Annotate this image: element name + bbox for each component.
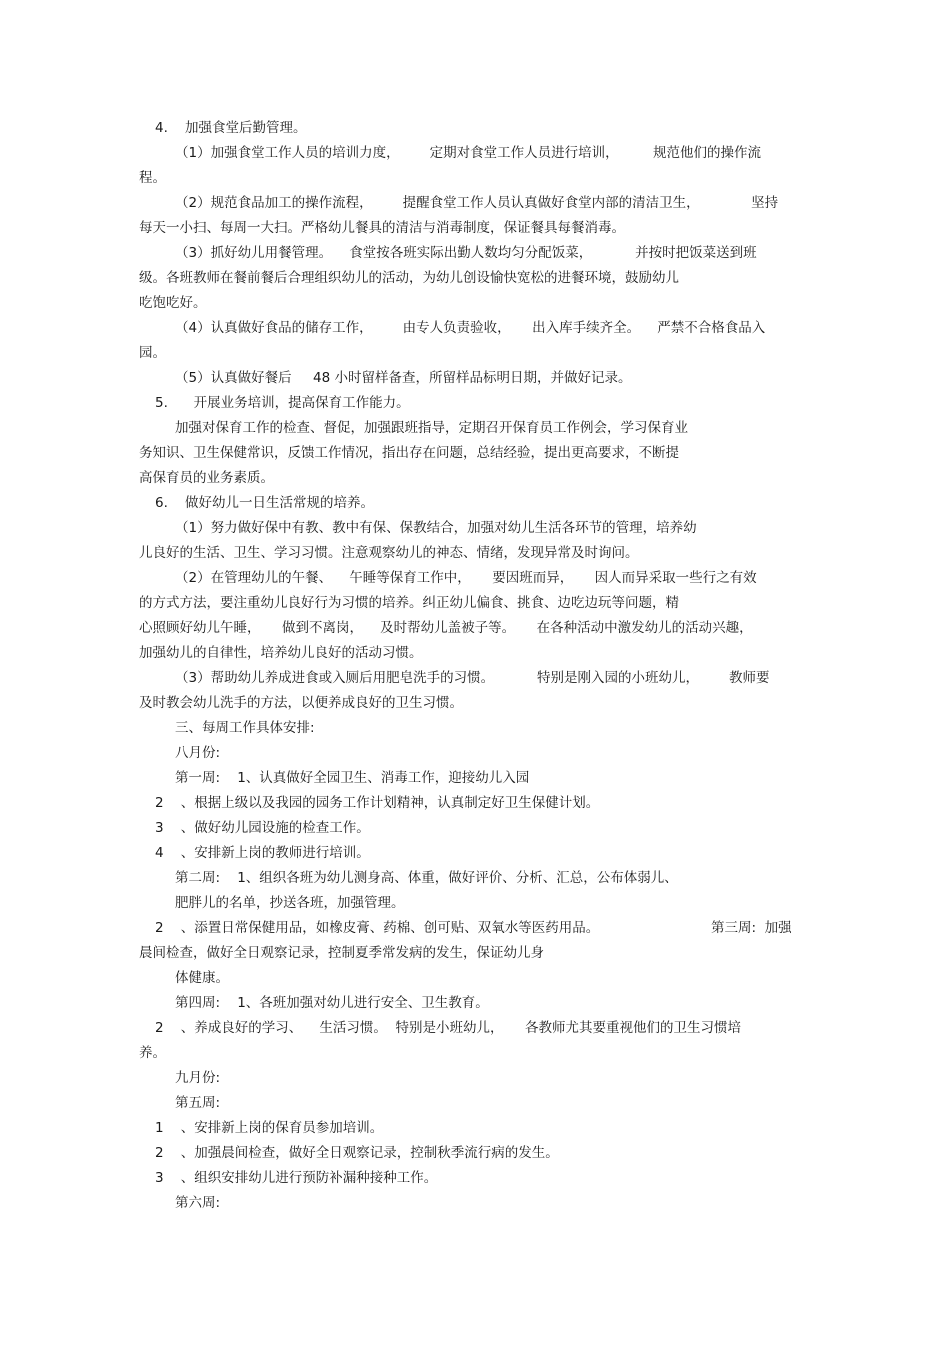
paragraph-line: （3）抓好幼儿用餐管理。 食堂按各班实际出勤人数均匀分配饭菜， 并按时把饭菜送到班	[175, 245, 757, 261]
paragraph-line: 吃饱吃好。	[139, 295, 207, 311]
paragraph-line: 晨间检查，做好全日观察记录，控制夏季常发病的发生，保证幼儿身	[139, 945, 544, 961]
week-line: 第一周: 1、认真做好全园卫生、消毒工作，迎接幼儿入园	[175, 770, 530, 786]
month-heading-september: 九月份:	[175, 1070, 221, 1086]
paragraph-line: 体健康。	[175, 970, 229, 986]
week-line: 第五周:	[175, 1095, 221, 1111]
list-item: 2 、添置日常保健用品，如橡皮膏、药棉、创可贴、双氧水等医药用品。	[155, 920, 600, 936]
list-item: 2 、加强晨间检查，做好全日观察记录，控制秋季流行病的发生。	[155, 1145, 559, 1161]
paragraph-line: 务知识、卫生保健常识，反馈工作情况，指出存在问题，总结经验，提出更高要求，不断提	[139, 445, 679, 461]
week-line: 第三周: 加强	[711, 920, 792, 936]
paragraph-line: 加强对保育工作的检查、督促，加强跟班指导，定期召开保育员工作例会，学习保育业	[175, 420, 688, 436]
week-line: 第二周: 1、组织各班为幼儿测身高、体重，做好评价、分析、汇总，公布体弱儿、	[175, 870, 678, 886]
paragraph-line: 级。各班教师在餐前餐后合理组织幼儿的活动，为幼儿创设愉快宽松的进餐环境，鼓励幼儿	[139, 270, 679, 286]
paragraph-line: 养。	[139, 1045, 166, 1061]
list-item: 3 、做好幼儿园设施的检查工作。	[155, 820, 370, 836]
list-item: 2 、养成良好的学习、 生活习惯。 特别是小班幼儿， 各教师尤其要重视他们的卫生习惯培	[155, 1020, 741, 1036]
paragraph-line: 加强幼儿的自律性，培养幼儿良好的活动习惯。	[139, 645, 423, 661]
paragraph-line: 心照顾好幼儿午睡， 做到不离岗， 及时帮幼儿盖被子等。 在各种活动中激发幼儿的活动兴趣，	[139, 620, 753, 636]
section-heading-5: 5. 开展业务培训，提高保育工作能力。	[155, 395, 410, 411]
paragraph-line: （2）规范食品加工的操作流程， 提醒食堂工作人员认真做好食堂内部的清洁卫生， 坚持	[175, 195, 779, 211]
list-item: 1 、安排新上岗的保育员参加培训。	[155, 1120, 384, 1136]
paragraph-line: （1）努力做好保中有教、教中有保、保教结合，加强对幼儿生活各环节的管理，培养幼	[175, 520, 697, 536]
paragraph-line: （2）在管理幼儿的午餐、 午睡等保育工作中， 要因班而异， 因人而异采取一些行之有效	[175, 570, 757, 586]
section-heading-4: 4. 加强食堂后勤管理。	[155, 120, 307, 136]
list-item: 2 、根据上级以及我园的园务工作计划精神，认真制定好卫生保健计划。	[155, 795, 600, 811]
paragraph-line: 及时教会幼儿洗手的方法，以便养成良好的卫生习惯。	[139, 695, 463, 711]
paragraph-line: 的方式方法，要注重幼儿良好行为习惯的培养。纠正幼儿偏食、挑食、边吃边玩等问题，精	[139, 595, 679, 611]
paragraph-line: 园。	[139, 345, 166, 361]
paragraph-line: 高保育员的业务素质。	[139, 470, 274, 486]
paragraph-line: 肥胖儿的名单，抄送各班，加强管理。	[175, 895, 405, 911]
week-line: 第六周:	[175, 1195, 221, 1211]
paragraph-line: （4）认真做好食品的储存工作， 由专人负责验收， 出入库手续齐全。 严禁不合格食品入	[175, 320, 766, 336]
paragraph-line: 程。	[139, 170, 166, 186]
month-heading-august: 八月份:	[175, 745, 221, 761]
week-line: 第四周: 1、各班加强对幼儿进行安全、卫生教育。	[175, 995, 489, 1011]
paragraph-line: （3）帮助幼儿养成进食或入厕后用肥皂洗手的习惯。 特别是刚入园的小班幼儿， 教师要	[175, 670, 770, 686]
list-item: 4 、安排新上岗的教师进行培训。	[155, 845, 370, 861]
section-heading-3: 三、每周工作具体安排:	[175, 720, 315, 736]
section-heading-6: 6. 做好幼儿一日生活常规的培养。	[155, 495, 375, 511]
paragraph-line: （5）认真做好餐后 48 小时留样备查，所留样品标明日期，并做好记录。	[175, 370, 632, 386]
list-item: 3 、组织安排幼儿进行预防补漏种接种工作。	[155, 1170, 438, 1186]
paragraph-line: 儿良好的生活、卫生、学习习惯。注意观察幼儿的神态、情绪，发现异常及时询问。	[139, 545, 639, 561]
paragraph-line: （1）加强食堂工作人员的培训力度， 定期对食堂工作人员进行培训， 规范他们的操作流	[175, 145, 761, 161]
paragraph-line: 每天一小扫、每周一大扫。严格幼儿餐具的清洁与消毒制度，保证餐具每餐消毒。	[139, 220, 625, 236]
